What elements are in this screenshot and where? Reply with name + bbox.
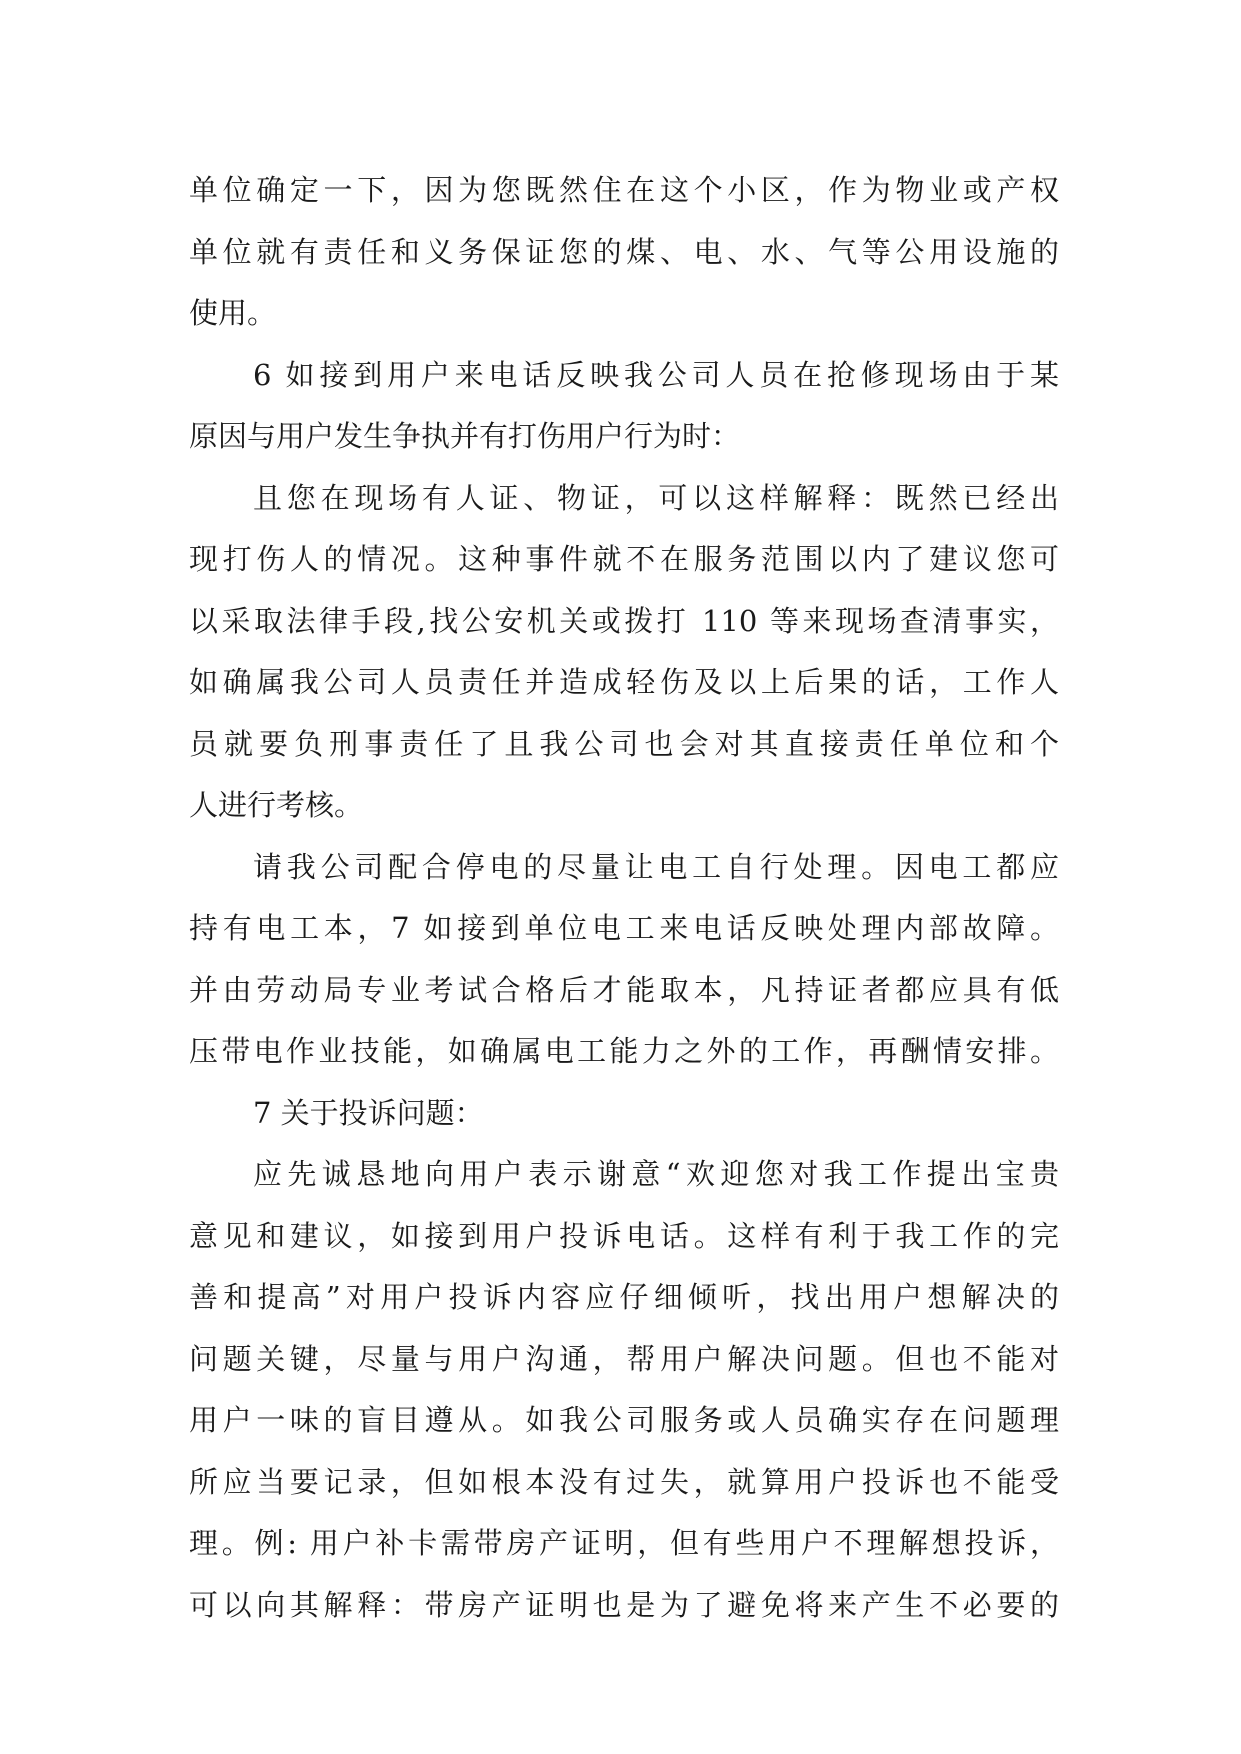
text-line: 且您在现场有人证、物证，可以这样解释：既然已经出 bbox=[253, 480, 1059, 515]
text-line: 可以向其解释：带房产证明也是为了避免将来产生不必要的 bbox=[189, 1587, 1059, 1622]
text-line: 单位确定一下，因为您既然住在这个小区，作为物业或产权 bbox=[189, 173, 1059, 207]
text-line: 压带电作业技能，如确属电工能力之外的工作，再酬情安排。 bbox=[189, 1034, 1059, 1068]
text-line: 以采取法律手段,找公安机关或拨打 110 等来现场查清事实， bbox=[189, 603, 1059, 638]
text-line: 持有电工本，7 如接到单位电工来电话反映处理内部故障。 bbox=[189, 911, 1059, 945]
text-line: 请我公司配合停电的尽量让电工自行处理。因电工都应 bbox=[253, 849, 1059, 884]
text-line: 人进行考核。 bbox=[189, 788, 364, 822]
text-line: 员就要负刑事责任了且我公司也会对其直接责任单位和个 bbox=[189, 726, 1059, 761]
text-line: 并由劳动局专业考试合格后才能取本，凡持证者都应具有低 bbox=[189, 972, 1059, 1007]
text-line: 应先诚恳地向用户表示谢意“欢迎您对我工作提出宝贵 bbox=[253, 1157, 1059, 1191]
text-line: 用户一味的盲目遵从。如我公司服务或人员确实存在问题理 bbox=[189, 1403, 1059, 1437]
text-line: 理。例: 用户补卡需带房产证明，但有些用户不理解想投诉， bbox=[189, 1526, 1059, 1560]
text-line: 原因与用户发生争执并有打伤用户行为时： bbox=[189, 419, 741, 453]
text-line: 如确属我公司人员责任并造成轻伤及以上后果的话，工作人 bbox=[189, 665, 1059, 699]
body-text bbox=[189, 160, 1059, 1636]
text-line: 使用。 bbox=[189, 296, 277, 330]
text-line: 问题关键，尽量与用户沟通，帮用户解决问题。但也不能对 bbox=[189, 1341, 1059, 1376]
text-line: 7 关于投诉问题： bbox=[253, 1095, 484, 1130]
text-line: 单位就有责任和义务保证您的煤、电、水、气等公用设施的 bbox=[189, 234, 1059, 269]
text-line: 现打伤人的情况。这种事件就不在服务范围以内了建议您可 bbox=[189, 542, 1059, 576]
text-line: 6 如接到用户来电话反映我公司人员在抢修现场由于某 bbox=[253, 357, 1059, 392]
text-line: 所应当要记录，但如根本没有过失，就算用户投诉也不能受 bbox=[189, 1464, 1059, 1499]
text-line: 善和提高”对用户投诉内容应仔细倾听，找出用户想解决的 bbox=[189, 1280, 1059, 1314]
text-line: 意见和建议，如接到用户投诉电话。这样有利于我工作的完 bbox=[189, 1218, 1059, 1253]
